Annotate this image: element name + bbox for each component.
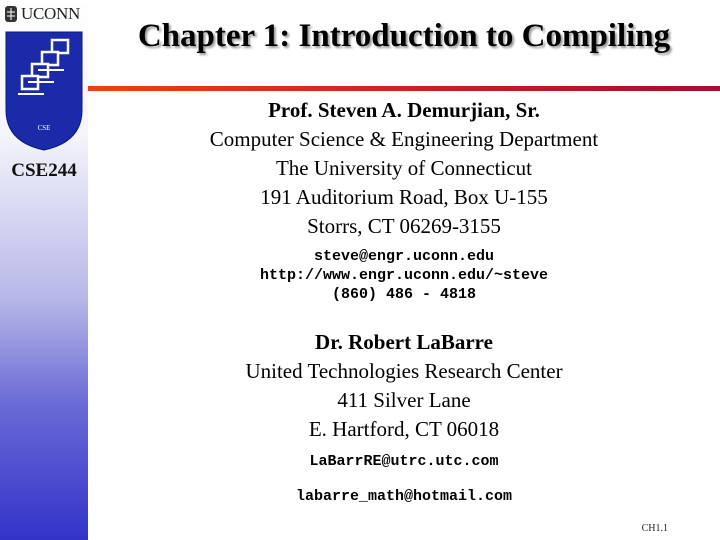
course-code: CSE244 — [11, 160, 77, 181]
slide-title: Chapter 1: Introduction to Compiling — [137, 18, 671, 54]
author2-email2[interactable]: labarre_math@hotmail.com — [295, 488, 513, 505]
author1-dept: Computer Science & Engineering Department — [209, 127, 599, 151]
slide-content — [88, 96, 720, 506]
author1-org: The University of Connecticut — [275, 156, 533, 180]
svg-text:CSE: CSE — [37, 124, 51, 132]
uconn-seal-icon — [4, 5, 18, 23]
author1-name: Prof. Steven A. Demurjian, Sr. — [268, 98, 540, 122]
title-divider — [88, 86, 720, 91]
author1-phone: (860) 486 - 4818 — [331, 286, 477, 303]
slide-number: CH1.1 — [641, 523, 668, 534]
author1-address2: Storrs, CT 06269-3155 — [307, 214, 501, 238]
university-name: UCONN — [21, 4, 80, 23]
author1-address1: 191 Auditorium Road, Box U-155 — [260, 185, 548, 209]
uconn-brand — [4, 4, 80, 24]
author2-address1: 411 Silver Lane — [337, 388, 471, 412]
author2-org: United Technologies Research Center — [245, 359, 563, 383]
author2-email1[interactable]: LaBarrRE@utrc.utc.com — [309, 453, 499, 470]
author1-email[interactable]: steve@engr.uconn.edu — [313, 248, 495, 265]
cse-logo — [4, 30, 84, 152]
sidebar — [0, 0, 88, 540]
author1-url[interactable]: http://www.engr.uconn.edu/~steve — [259, 267, 549, 284]
author2-address2: E. Hartford, CT 06018 — [308, 417, 500, 441]
author2-name: Dr. Robert LaBarre — [315, 330, 493, 354]
